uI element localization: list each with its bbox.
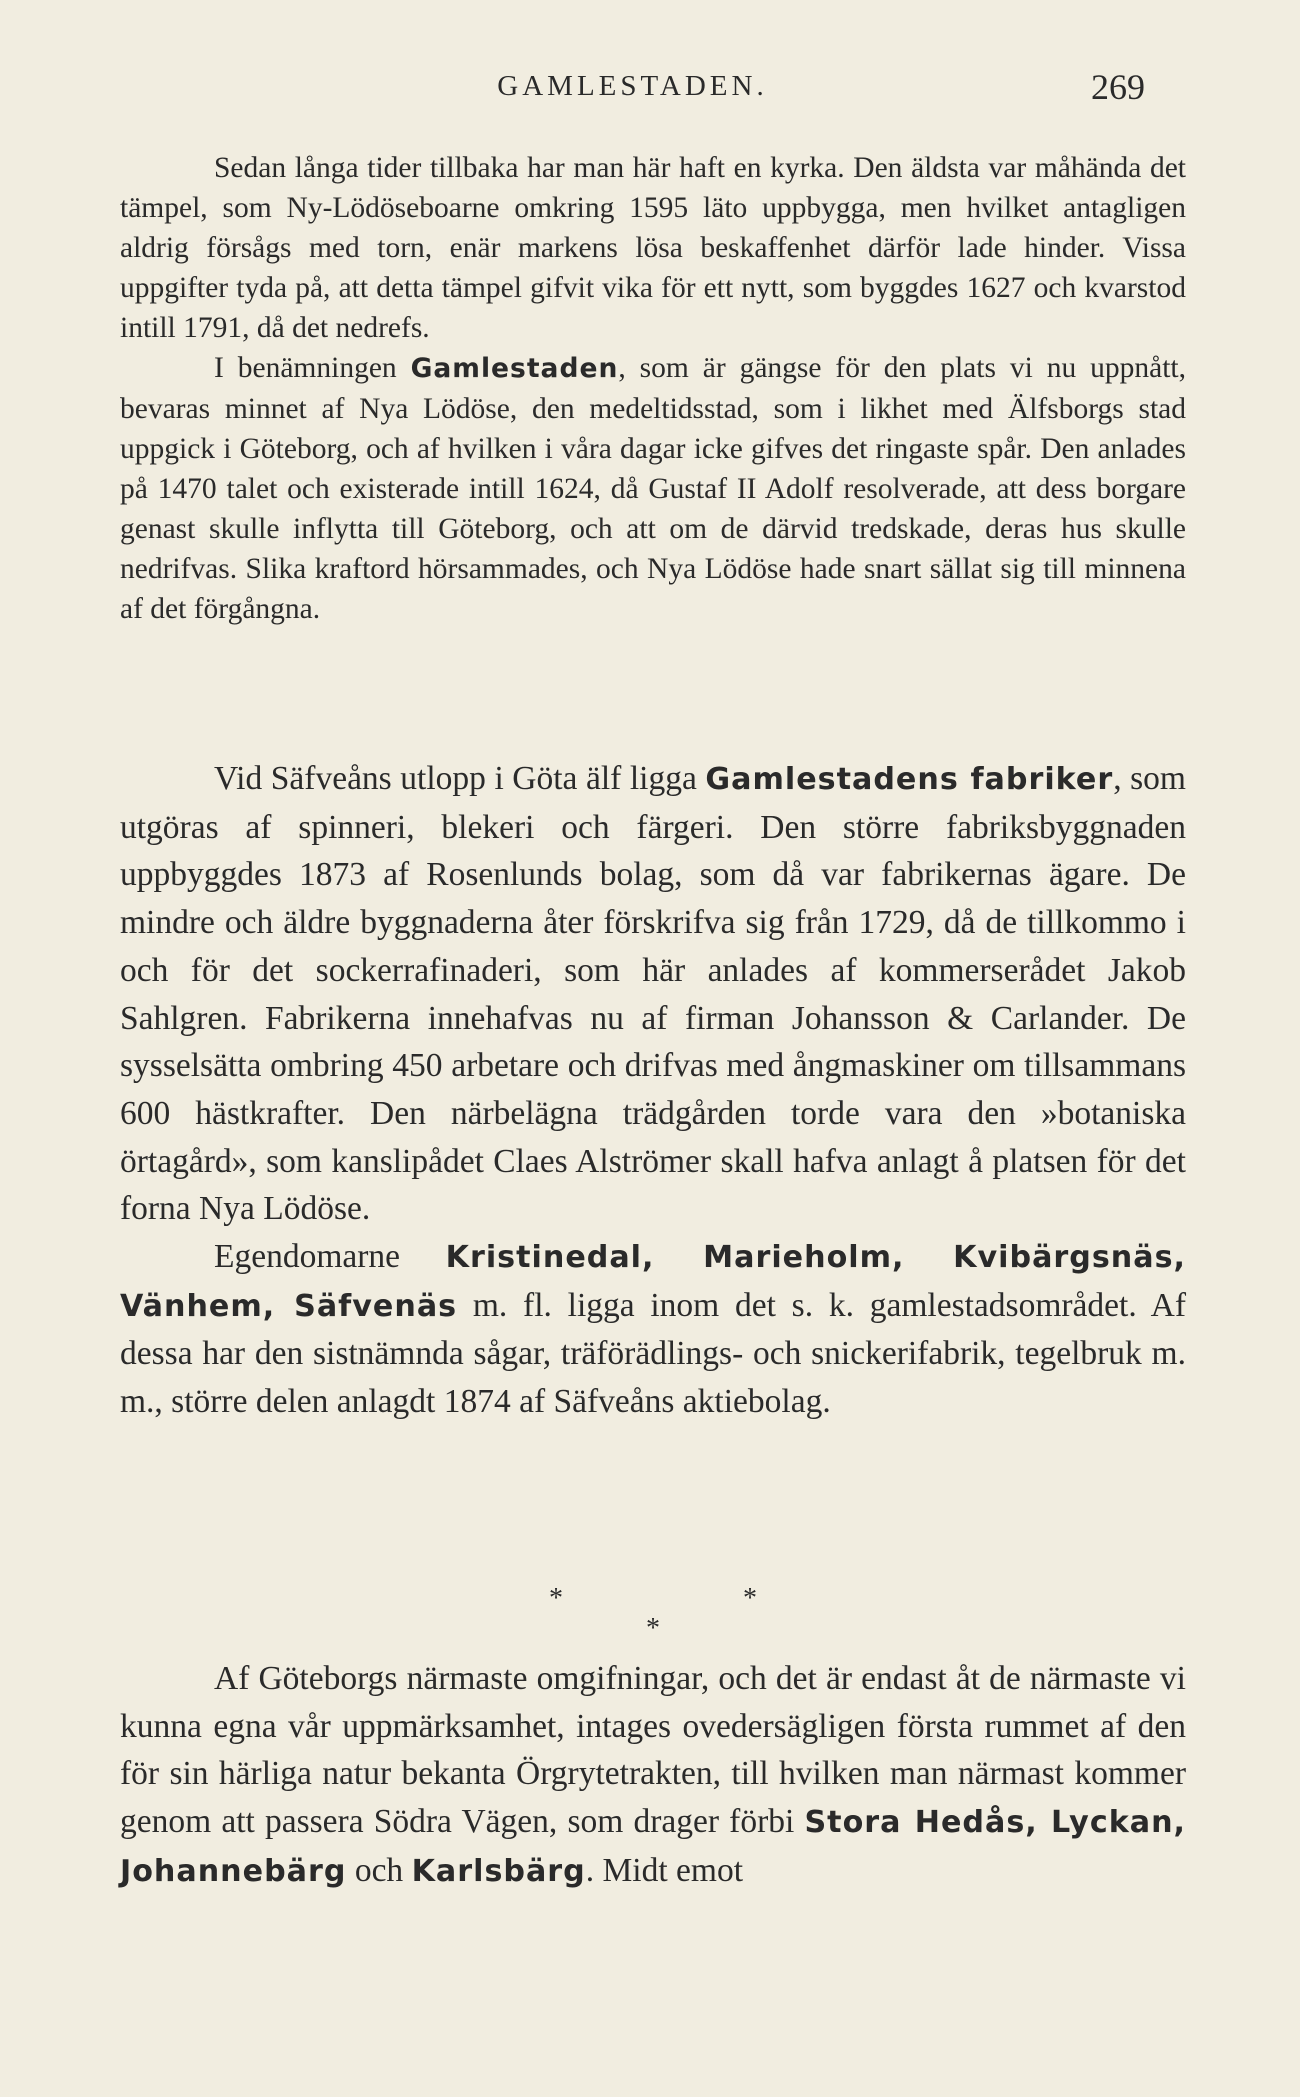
bold-term: Gamlestadens fabriker: [705, 762, 1114, 797]
running-title: GAMLESTADEN.: [497, 70, 768, 102]
section-separator: [120, 1584, 1186, 1644]
text-span: och: [346, 1851, 412, 1889]
text-span: Egendomarne: [214, 1238, 446, 1276]
text-span: Vid Säfveåns utlopp i Göta älf ligga: [214, 760, 706, 797]
paragraph-church: Sedan långa tider tillbaka har man här haft en kyrka. Den äldsta var måhända det tämpel, som Ny-Lödöseboarne omkring 1595 läto uppbygga, men hvilket antagligen aldrig försågs med torn, enär markens lösa beskaffenhet därför lade hinder. Vissa uppgifter tyda på, att detta tämpel gifvit vika för ett nytt, som byggdes 1627 och kvarstod intill 1791, då det nedrefs.: [120, 152, 1186, 344]
paragraph-gamlestaden: [120, 348, 1186, 629]
body-text-orgryte: [120, 1655, 1186, 1896]
text-span: . Midt emot: [585, 1851, 744, 1889]
separator-star: *: [549, 1583, 563, 1614]
body-text-small: [120, 148, 1186, 629]
page-header: [120, 67, 1145, 110]
body-text-large: [120, 755, 1186, 1426]
text-span: Af Göteborgs närmaste omgifningar, och det är endast åt de närmaste vi kunna egna vår uppmärksamhet, intages ovedersägligen första rummet af den för sin härliga natur bekanta Örgrytetrakten, till hvilken man närmast kommer genom att passera Södra Vägen, som drager förbi: [120, 1660, 1186, 1841]
text-span: , som utgöras af spinneri, blekeri och färgeri. Den större fabriksbyggnaden uppbyggdes 1873 af Rosenlunds bolag, som då var fabrikernas ägare. De mindre och äldre byggnaderna åter förskrifva sig från 1729, då de tillkommo i och för det sockerrafinaderi, som här anlades af kommerserådet Jakob Sahlgren. Fabrikerna innehafvas nu af firman Johansson & Carlander. De sysselsätta ombring 450 arbetare och drifvas med ångmaskiner om tillsammans 600 hästkrafter. Den närbelägna trädgården torde vara den »botaniska örtagård», som kansliрådet Claes Alströmer skall hafva anlagt å platsen för det forna Nya Lödöse.: [120, 760, 1186, 1228]
separator-star: *: [743, 1583, 757, 1614]
separator-star: *: [646, 1613, 660, 1644]
text-span: , som är gängse för den plats vi nu uppnått, bevaras minnet af Nya Lödöse, den medeltidsstad, som i likhet med Älfsborgs stad uppgick i Göteborg, och af hvilken i våra dagar icke gifves det ringaste spår. Den anlades på 1470 talet och existerade intill 1624, då Gustaf II Adolf resolverade, att dess borgare genast skulle inflytta till Göteborg, och att om de därvid tredskade, deras hus skulle nedrifvas. Slika kraftord hörsammades, och Nya Lödöse hade snart sällat sig till minnena af det förgångna.: [120, 352, 1186, 625]
text-span: I benämningen: [214, 352, 411, 384]
text-span: m. fl. ligga inom det s. k. gamlestadsområdet. Af dessa har den sistnämnda sågar, träförädlings- och snickerifabrik, tegelbruk m. m., större delen anlagdt 1874 af Säfveåns aktiebolag.: [120, 1286, 1186, 1421]
bold-term: Karlsbärg: [411, 1853, 586, 1889]
bold-term: Stora Hedås, Lyckan, Johannebärg: [120, 1805, 1186, 1889]
bold-term: Gamlestaden: [410, 353, 619, 384]
paragraph-fabriker: [120, 755, 1186, 1233]
paragraph-orgryte: [120, 1655, 1186, 1896]
page-number: 269: [1091, 67, 1145, 107]
bold-term: Kristinedal, Marieholm, Kvibärgsnäs, Vänhem, Säfvenäs: [120, 1240, 1186, 1324]
paragraph-egendomarne: [120, 1233, 1186, 1426]
